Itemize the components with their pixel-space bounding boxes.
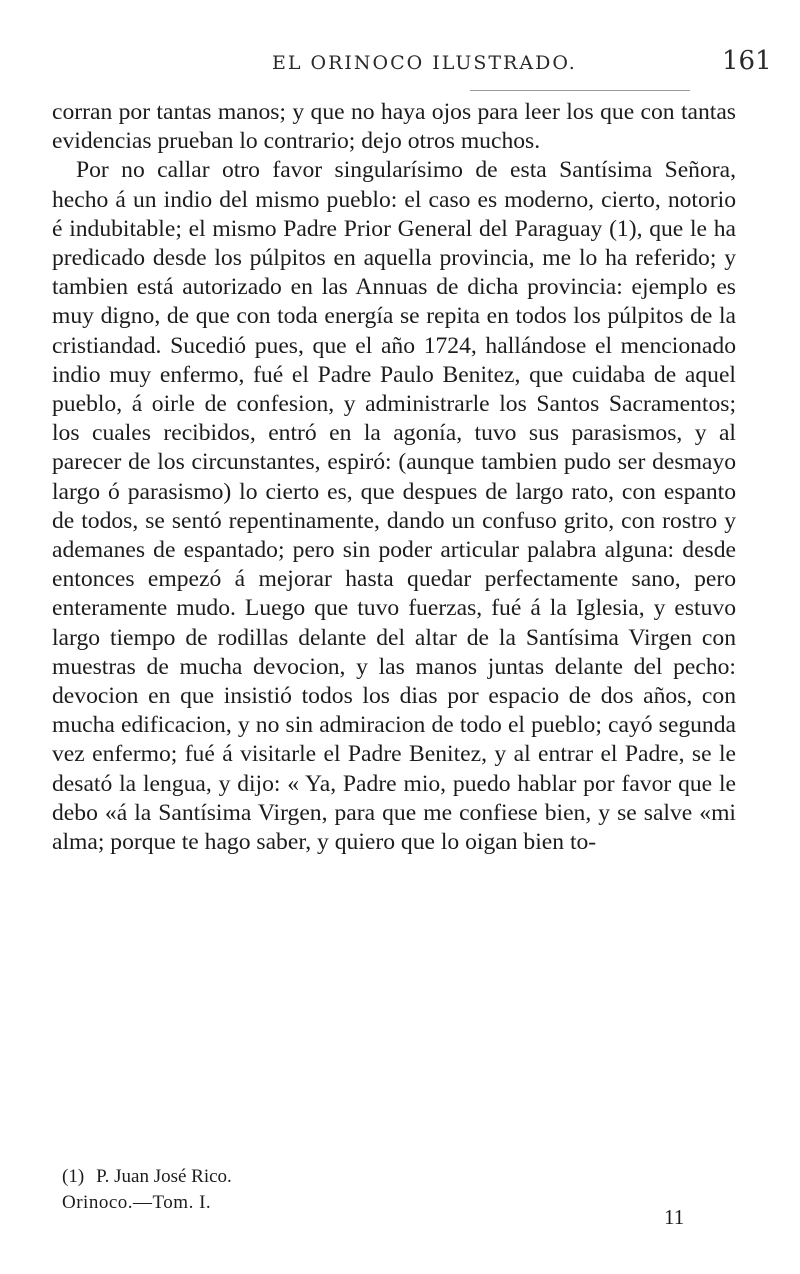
header-rule [470,90,690,91]
footnote-text: P. Juan José Rico. [96,1166,232,1187]
footnote [62,1164,232,1190]
running-title: EL ORINOCO ILUSTRADO. [272,52,577,74]
volume-signature: Orinoco.—Tom. I. [62,1192,212,1213]
paragraph-miracle-account: Por no callar otro favor singularísimo de esta Santísima Señora, hecho á un indio del mismo pueblo: el caso es moderno, cierto, notorio é indubitable; el mismo Padre Prior General del Paraguay (1), que le ha predicado desde los púlpitos en aquella provincia, me lo ha referido; y tambien está autorizado en las Annuas de dicha provincia: ejemplo es muy digno, de que con toda energía se repita en todos los púlpitos de la cristiandad. Sucedió pues, que el año 1724, hallándose el mencionado indio muy enfermo, fué el Padre Paulo Benitez, que cuidaba de aquel pueblo, á oirle de confesion, y administrarle los Santos Sacramentos; los cuales recibidos, entró en la agonía, tuvo sus parasismos, y al parecer de los circunstantes, espiró: (aunque tambien pudo ser desmayo largo ó parasismo) lo cierto es, que despues de largo rato, con espanto de todos, se sentó repentinamente, dando un confuso grito, con rostro y ademanes de espantado; pero sin poder articular palabra alguna: desde entonces empezó á mejorar hasta quedar perfectamente sano, pero enteramente mudo. Luego que tuvo fuerzas, fué á la Iglesia, y estuvo largo tiempo de rodillas delante del altar de la Santísima Virgen con muestras de mucha devocion, y las manos juntas delante del pecho: devocion en que insistió todos los dias por espacio de dos años, con mucha edificacion, y no sin admiracion de todo el pueblo; cayó segunda vez enfermo; fué á visitarle el Padre Benitez, y al entrar el Padre, se le desató la lengua, y dijo: « Ya, Padre mio, puedo hablar por favor que le debo «á la Santísima Virgen, para que me confiese bien, y se salve «mi alma; porque te hago saber, y quiero que lo oigan bien to- [52,157,736,856]
paragraph-continuation: corran por tantas manos; y que no haya ojos para leer los que con tantas evidencias prueban lo contrario; dejo otros muchos. [52,99,736,155]
body-text [52,98,736,857]
signature-mark: 11 [664,1205,685,1229]
footnote-mark: (1) [62,1166,85,1187]
page-number: 161 [722,46,772,76]
